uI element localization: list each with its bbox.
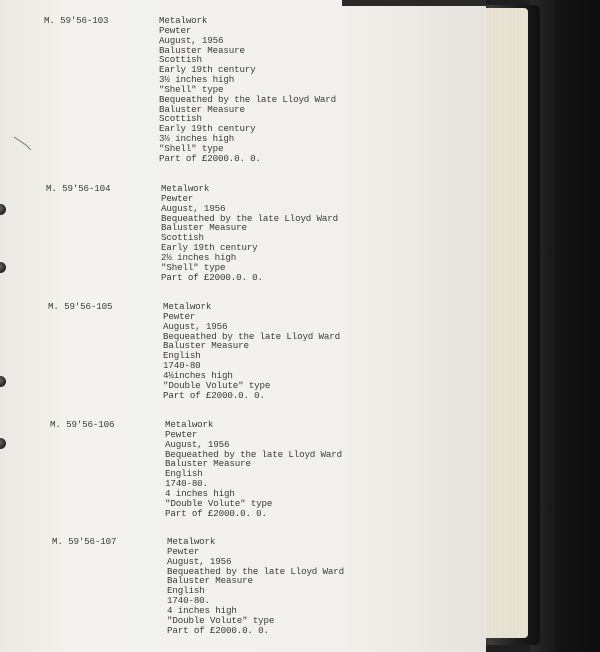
record-line: 1740-80. — [167, 595, 210, 607]
record-line: English — [163, 350, 201, 362]
record-lines — [167, 537, 344, 635]
record-line: "Double Volute" type — [165, 497, 273, 509]
record-line: Pewter — [167, 545, 200, 557]
record-number: M. 59'56-104 — [46, 183, 111, 194]
pencil-mark — [12, 135, 34, 153]
record-line: Baluster Measure — [167, 575, 253, 587]
record-line: August, 1956 — [161, 202, 226, 214]
record-line: Metalwork — [161, 183, 210, 194]
record-line: Bequeathed by the late Lloyd Ward — [163, 330, 340, 342]
record-line: English — [167, 585, 205, 597]
record-line: August, 1956 — [165, 438, 230, 450]
record-line: "Double Volute" type — [163, 379, 271, 391]
record-line: Pewter — [159, 24, 192, 36]
record-line: Metalwork — [167, 536, 216, 547]
punch-hole — [0, 262, 6, 273]
record-line: Pewter — [161, 192, 194, 204]
record-line: "Shell" type — [161, 261, 226, 273]
record-line: Scottish — [159, 54, 202, 66]
record-line: 3½ inches high — [159, 133, 235, 145]
record-line: Early 19th century — [159, 64, 256, 76]
record-line: Bequeathed by the late Lloyd Ward — [159, 93, 336, 105]
record-line: Metalwork — [165, 419, 214, 430]
record-line: 1740-80. — [165, 478, 208, 490]
record-line: Baluster Measure — [165, 458, 251, 470]
record-line: Baluster Measure — [161, 222, 247, 234]
record-line: Metalwork — [163, 301, 212, 312]
record-line: Pewter — [165, 428, 198, 440]
record-number: M. 59'56-105 — [48, 301, 113, 312]
background — [530, 0, 600, 652]
record-line: 2½ inches high — [161, 251, 237, 263]
record-line: Early 19th century — [159, 123, 256, 135]
record-line: Metalwork — [159, 15, 208, 26]
record-line: Bequeathed by the late Lloyd Ward — [167, 565, 344, 577]
record-line: Bequeathed by the late Lloyd Ward — [165, 448, 342, 460]
record-line: Bequeathed by the late Lloyd Ward — [161, 212, 338, 224]
record-number: M. 59'56-107 — [52, 536, 117, 547]
record-line: 4 inches high — [167, 604, 237, 616]
record-line: 1740-80 — [163, 360, 201, 372]
record-line: English — [165, 468, 203, 480]
page-gap — [342, 0, 486, 6]
record-number: M. 59'56-106 — [50, 419, 115, 430]
record-line: Pewter — [163, 310, 196, 322]
record-lines — [165, 420, 342, 518]
record-line: 4 inches high — [165, 487, 235, 499]
punch-hole — [0, 438, 6, 449]
record-line: 3½ inches high — [159, 74, 235, 86]
record-line: Part of £2000.0. 0. — [167, 624, 269, 636]
record-line: August, 1956 — [167, 555, 232, 567]
record-line: Early 19th century — [161, 242, 258, 254]
record-lines — [161, 184, 338, 282]
record-line: Part of £2000.0. 0. — [163, 389, 265, 401]
record-line: "Double Volute" type — [167, 614, 275, 626]
record-line: August, 1956 — [159, 34, 224, 46]
record-line: Scottish — [159, 113, 202, 125]
record-line: Scottish — [161, 232, 204, 244]
record-line: August, 1956 — [163, 320, 228, 332]
record-line: "Shell" type — [159, 83, 224, 95]
record-line: Baluster Measure — [163, 340, 249, 352]
punch-hole — [0, 376, 6, 387]
record-line: "Shell" type — [159, 142, 224, 154]
record-line: 4½inches high — [163, 369, 233, 381]
record-line: Part of £2000.0. 0. — [161, 271, 263, 283]
record-line: Baluster Measure — [159, 44, 245, 56]
record-line: Part of £2000.0. 0. — [159, 152, 261, 164]
record-lines — [159, 16, 336, 164]
record-line: Part of £2000.0. 0. — [165, 507, 267, 519]
record-lines — [163, 302, 340, 400]
record-line: Baluster Measure — [159, 103, 245, 115]
punch-hole — [0, 204, 6, 215]
record-number: M. 59'56-103 — [44, 15, 109, 26]
